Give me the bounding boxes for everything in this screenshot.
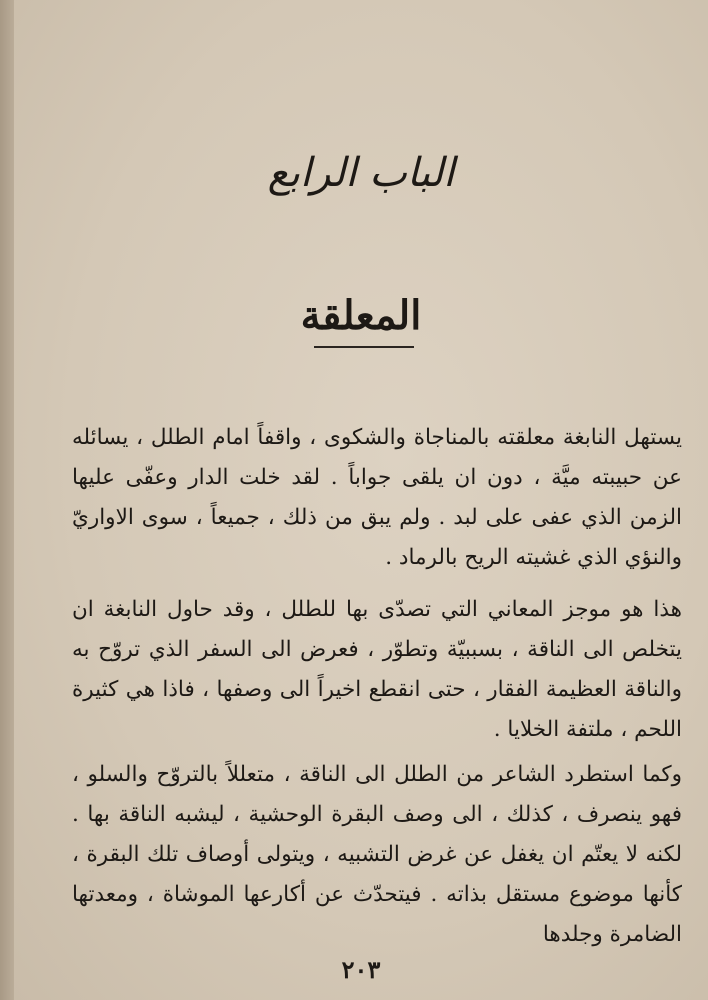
- page-number: ٢٠٣: [341, 955, 381, 984]
- paragraph-3: وكما استطرد الشاعر من الطلل الى الناقة ، متعللاً بالتروّح والسلو ، فهو ينصرف ، كذلك ، الى وصف البقرة الوحشية ، ليشبه الناقة بها . لكنه لا يعتّم ان يغفل عن غرض التشبيه ، ويتولى أوصاف تلك البقرة ، كأنها موضوع مستقل بذاته . فيتحدّث عن أكارعها الموشاة ، ومعدتها الضامرة وجلدها: [72, 762, 682, 947]
- chapter-title: المعلقة: [300, 292, 422, 339]
- book-page: [14, 0, 708, 1000]
- paragraph-1: يستهل النابغة معلقته بالمناجاة والشكوى ، واقفاً امام الطلل ، يسائله عن حبيبته ميَّة ، دون ان يلقى جواباً . لقد خلت الدار وعفّى عليها الزمن الذي عفى على لبد . ولم يبق من ذلك ، جميعاً ، سوى الاواريّ والنؤي الذي غشيته الريح بالرماد .: [72, 425, 682, 570]
- title-underline: [314, 346, 414, 348]
- chapter-heading: الباب الرابع: [267, 150, 455, 196]
- paragraph-2: هذا هو موجز المعاني التي تصدّى بها للطلل ، وقد حاول النابغة ان يتخلص الى الناقة ، بسببيّة وتطوّر ، فعرض الى السفر الذي تروّح به والناقة العظيمة الفقار ، حتى انقطع اخيراً الى وصفها ، فاذا هي كثيرة اللحم ، ملتفة الخلايا .: [72, 597, 682, 742]
